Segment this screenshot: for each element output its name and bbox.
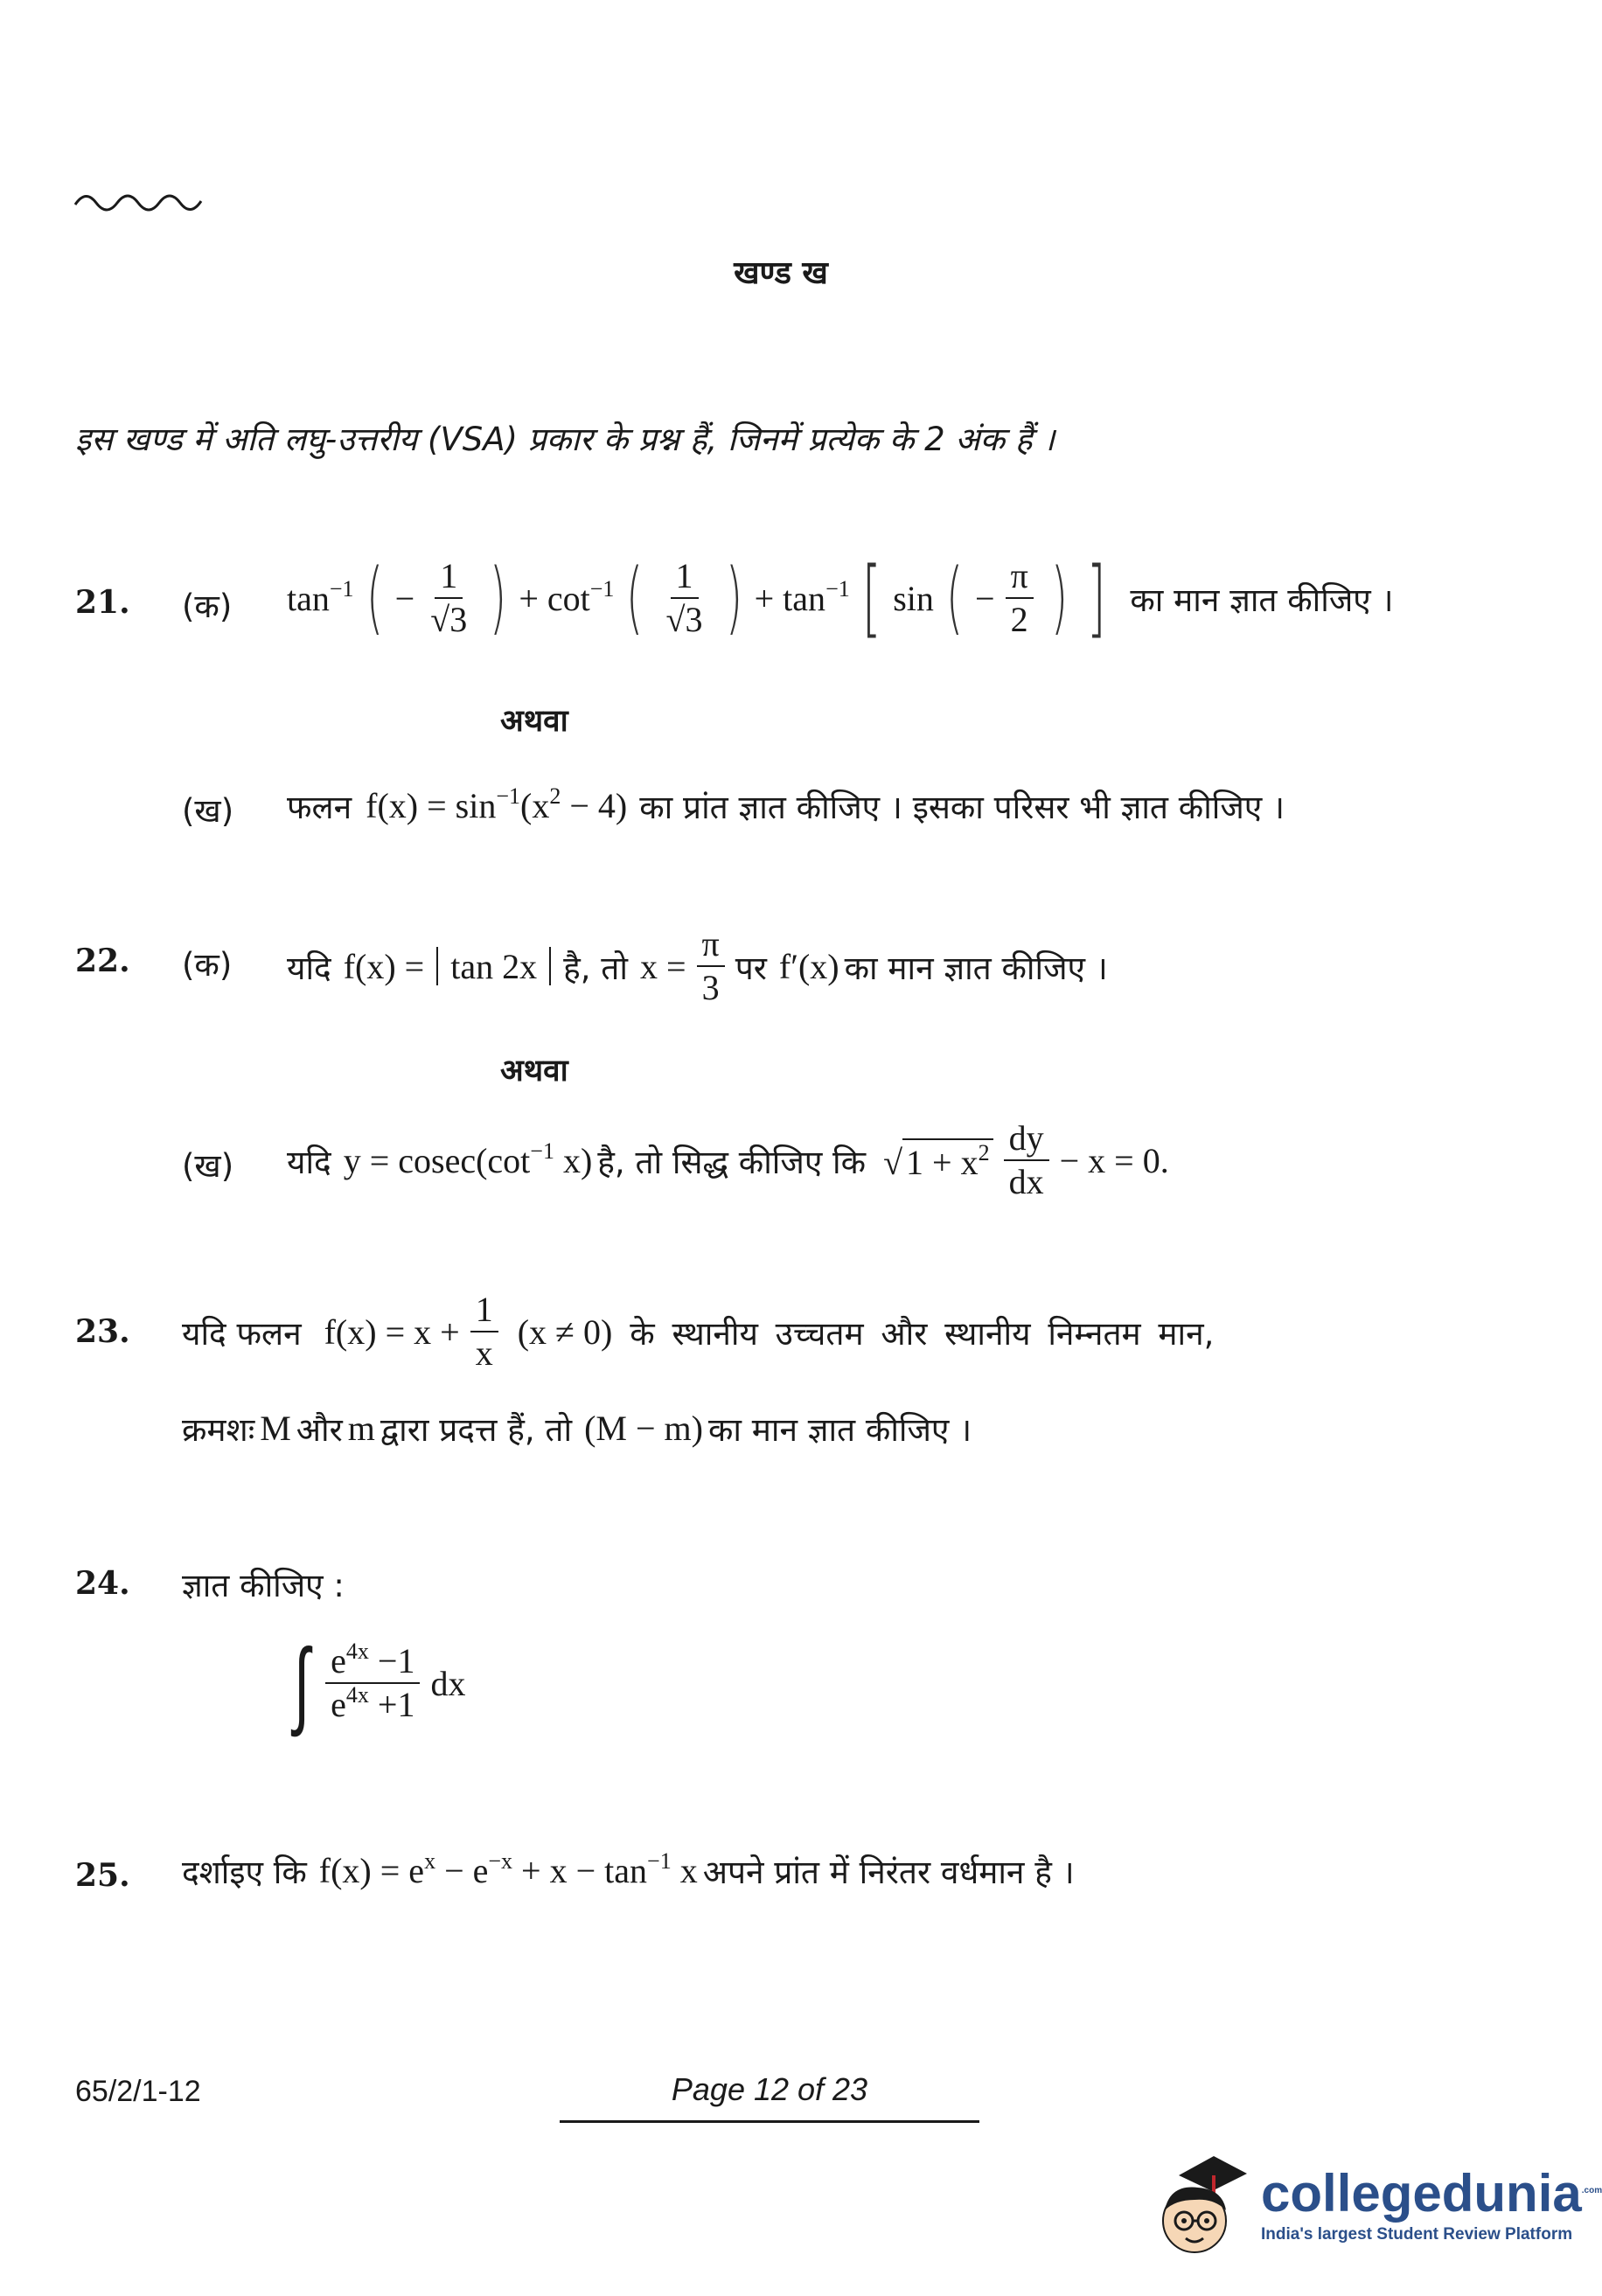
q21a-expression: $\tan^{-1}$ [287,575,354,618]
q22-part-b-label: (ख) [182,1147,234,1185]
section-instructions: इस खण्ड में अति लघु-उत्तरीय (VSA) प्रकार के प्रश्न हैं, जिनमें प्रत्येक के 2 अंक हैं । [75,421,1055,458]
question-number-23: 23. [75,1313,130,1350]
q23-line-1: यदि फलन f(x) = x + $\frac{1}{x}$ (x ≠ 0) के स्थानीय उच्चतम और स्थानीय निम्नतम मान, [182,1290,1215,1373]
q21-part-a: $\tan^{-1}$ ( − $\frac{1}{√3}$ ) + $\cot^{-1}$ ( $\frac{1}{√3}$ ) + $\tan^{-1}$ [ sin ( − $\frac{\pi}{2}$ ) ] का मान ज्ञात कीजिए । [287,549,1394,647]
page-number: Page 12 of 23 [560,2071,979,2123]
or-separator: अथवा [500,704,568,739]
integral-sign: ∫ [294,1627,310,1739]
logo-suffix: .com [1581,2186,1602,2195]
q21-part-a-label: (क) [182,588,233,625]
q24-integral: ∫ $\frac{e^{4x} -1}{e^{4x} +1}$ dx [294,1627,466,1739]
q22-part-a: यदि f(x) = tan 2x है, तो x = $\frac{\pi}{3}$ पर f′(x) का मान ज्ञात कीजिए । [287,924,1108,1007]
q21a-tail: का मान ज्ञात कीजिए । [1130,581,1394,619]
section-title: खण्ड ख [734,255,828,291]
question-number-22: 22. [75,943,130,979]
q21-part-b-label: (ख) [182,792,234,830]
q25-statement: दर्शाइए कि $f(x) = e^x - e^{-x} + x - \tan^{-1} x$ अपने प्रांत में निरंतर वर्धमान है । [182,1848,1075,1891]
q22-part-a-label: (क) [182,946,233,984]
q23-line-2: क्रमशः M और m द्वारा प्रदत्त हैं, तो (M − m) का मान ज्ञात कीजिए । [182,1409,972,1449]
question-number-25: 25. [75,1857,130,1894]
paper-code: 65/2/1-12 [75,2075,201,2108]
q21-part-b: फलन $f(x) = \sin^{-1}(x^2 - 4)$ का प्रांत ज्ञात कीजिए । इसका परिसर भी ज्ञात कीजिए । [287,783,1285,826]
question-number-24: 24. [75,1565,130,1602]
or-separator: अथवा [500,1054,568,1089]
logo-tagline: India's largest Student Review Platform [1261,2225,1573,2244]
logo-wordmark: collegedunia [1261,2164,1582,2223]
collegedunia-logo [1153,2149,1602,2263]
wave-ornament [73,185,205,220]
q24-text: ज्ञात कीजिए : [182,1567,345,1604]
mascot-icon [1153,2149,1249,2263]
q22-part-b: यदि $y = cosec(\cot^{-1}$ x) है, तो सिद्ध कीजिए कि √ $1 + x^2$ $\frac{dy}{dx}$ − x = 0. [287,1118,1169,1201]
question-number-21: 21. [75,584,130,621]
